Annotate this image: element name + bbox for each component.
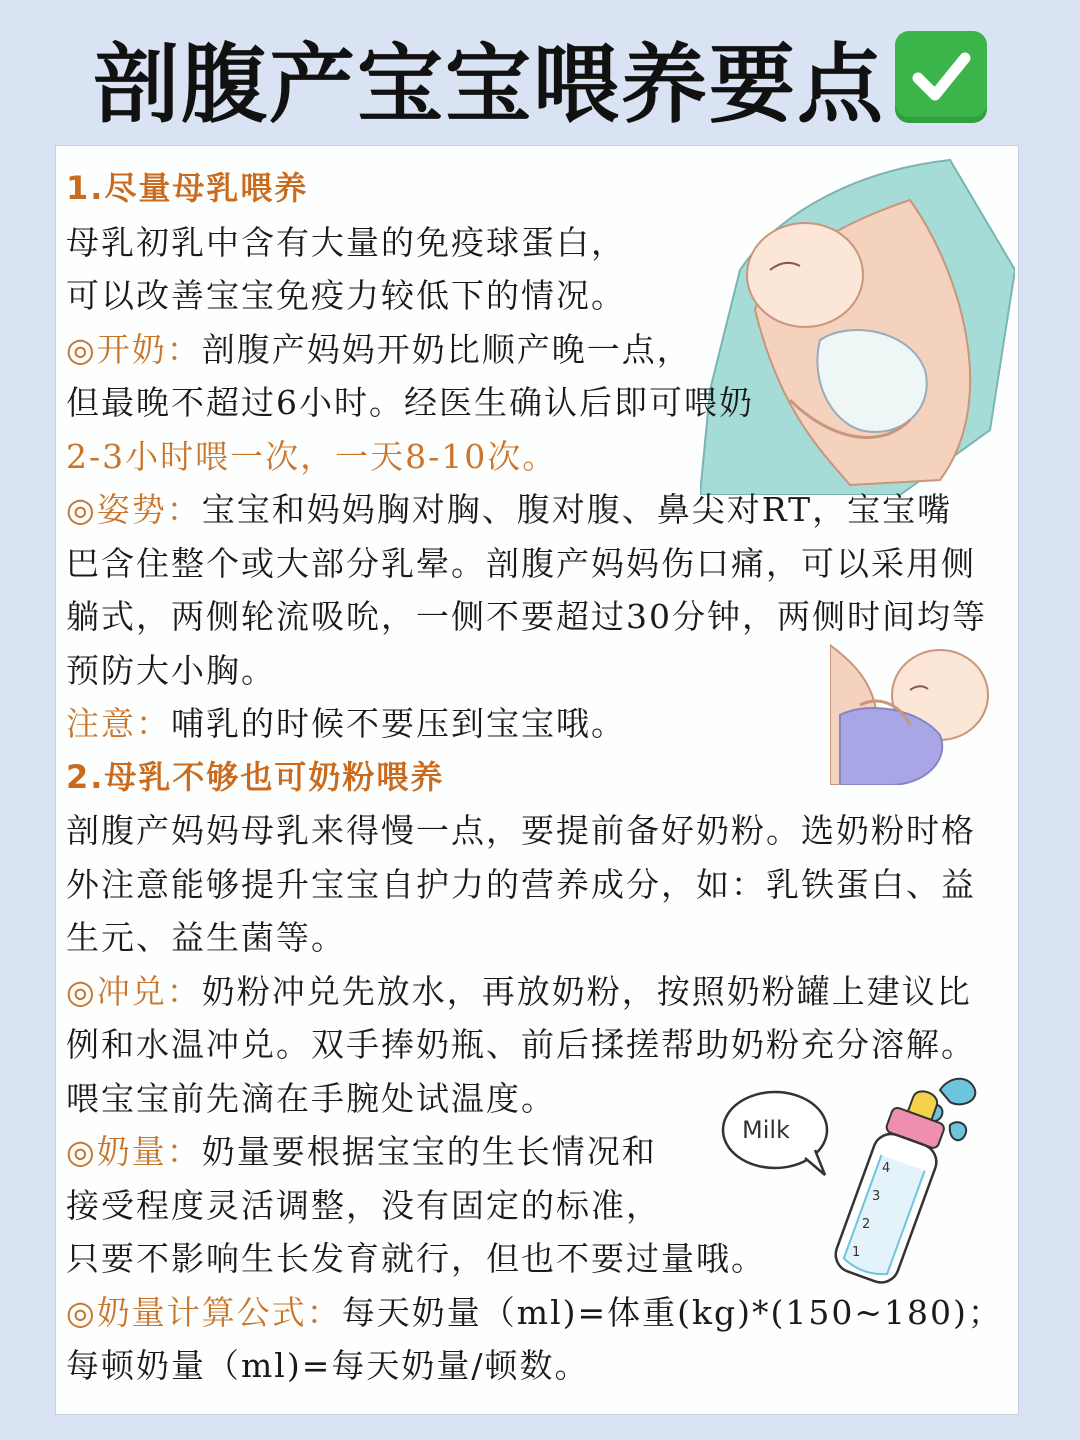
bottle-mark-1: 1 bbox=[852, 1245, 861, 1260]
kaina-line-3: 2-3小时喂一次，一天8-10次。 bbox=[66, 436, 558, 476]
formula-text: 每天奶量（ml)=体重(kg)*(150~180)； bbox=[341, 1292, 1003, 1332]
check-mark-icon bbox=[895, 31, 987, 123]
formula-line-2: 每顿奶量（ml)=每天奶量/顿数。 bbox=[66, 1346, 590, 1385]
nailiang-paragraph bbox=[66, 1125, 1016, 1179]
formula-label: ◎奶量计算公式： bbox=[66, 1292, 342, 1332]
section-2-heading: 2.母乳不够也可奶粉喂养 bbox=[66, 757, 445, 796]
zhuyi-text: 哺乳的时候不要压到宝宝哦。 bbox=[171, 704, 626, 743]
chongdui-paragraph bbox=[66, 965, 1016, 1019]
section-1-line-2: 可以改善宝宝免疫力较低下的情况。 bbox=[66, 276, 626, 315]
nailiang-label: ◎奶量： bbox=[66, 1132, 202, 1171]
zhuyi-label: 注意： bbox=[66, 704, 171, 743]
section-2-line-1: 剖腹产妈妈母乳来得慢一点，要提前备好奶粉。选奶粉时格 bbox=[66, 811, 976, 850]
section-1-heading: 1.尽量母乳喂养 bbox=[66, 169, 309, 207]
zishi-paragraph bbox=[66, 483, 1016, 537]
kaina-text: 剖腹产妈妈开奶比顺产晚一点， bbox=[201, 329, 692, 369]
nailiang-line-3: 只要不影响生长发育就行，但也不要过量哦。 bbox=[66, 1239, 766, 1278]
chongdui-line-2: 例和水温冲兑。双手捧奶瓶、前后揉搓帮助奶粉充分溶解。 bbox=[66, 1025, 976, 1064]
formula-paragraph bbox=[66, 1286, 1016, 1340]
zishi-line-3: 躺式，两侧轮流吸吮，一侧不要超过30分钟，两侧时间均等 bbox=[66, 597, 987, 636]
section-1-line-1: 母乳初乳中含有大量的免疫球蛋白， bbox=[66, 222, 626, 262]
kaina-label: ◎开奶： bbox=[66, 329, 202, 369]
zishi-label: ◎姿势： bbox=[66, 490, 202, 529]
chongdui-line-3: 喂宝宝前先滴在手腕处试温度。 bbox=[66, 1078, 556, 1118]
article-content bbox=[66, 162, 1016, 1393]
section-2-line-3: 生元、益生菌等。 bbox=[66, 918, 346, 957]
bottle-mark-3: 3 bbox=[872, 1189, 881, 1204]
page-title bbox=[0, 22, 1080, 135]
nailiang-line-2: 接受程度灵活调整，没有固定的标准， bbox=[66, 1185, 661, 1225]
nailiang-text: 奶量要根据宝宝的生长情况和 bbox=[201, 1132, 657, 1171]
title-text: 剖腹产宝宝喂养要点 bbox=[93, 35, 885, 135]
zhuyi-paragraph bbox=[66, 697, 1016, 751]
chongdui-text: 奶粉冲兑先放水，再放奶粉，按照奶粉罐上建议比 bbox=[201, 971, 972, 1011]
chongdui-label: ◎冲兑： bbox=[66, 971, 202, 1011]
zishi-line-2: 巴含住整个或大部分乳晕。剖腹产妈妈伤口痛，可以采用侧 bbox=[66, 543, 976, 583]
milk-bubble-text: Milk bbox=[742, 1116, 790, 1144]
zishi-text: 宝宝和妈妈胸对胸、腹对腹、鼻尖对RT，宝宝嘴 bbox=[201, 490, 953, 529]
kaina-paragraph bbox=[66, 323, 1016, 377]
bottle-mark-4: 4 bbox=[882, 1161, 891, 1176]
zishi-line-4: 预防大小胸。 bbox=[66, 650, 276, 690]
kaina-line-2: 但最晚不超过6小时。经医生确认后即可喂奶 bbox=[66, 383, 754, 422]
bottle-mark-2: 2 bbox=[862, 1217, 871, 1232]
section-2-line-2: 外注意能够提升宝宝自护力的营养成分，如：乳铁蛋白、益 bbox=[66, 864, 976, 904]
